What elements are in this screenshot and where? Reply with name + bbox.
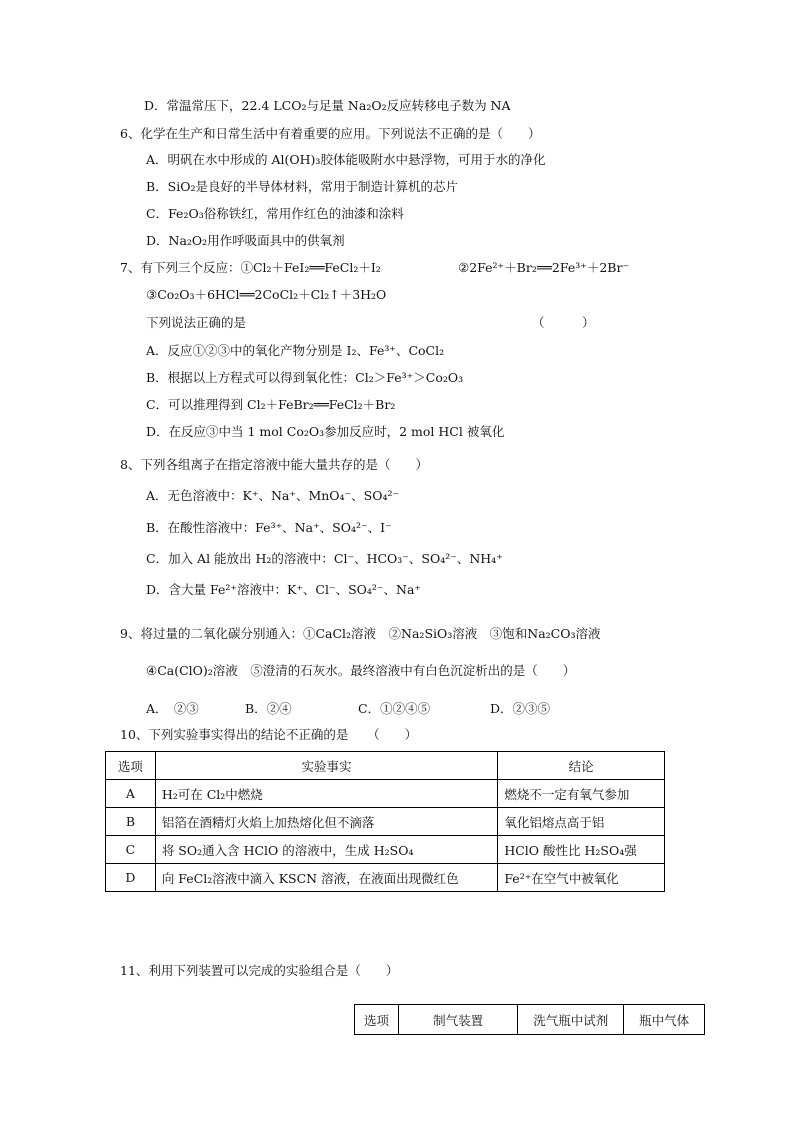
q8-option-c: C．加入 Al 能放出 H₂的溶液中：Cl⁻、HCO₃⁻、SO₄²⁻、NH₄⁺ — [146, 551, 503, 566]
q9-option-c: C．①②④⑤ — [358, 701, 431, 716]
q7-question: 下列说法正确的是 — [146, 315, 247, 330]
q9-option-d: D．②③⑤ — [490, 701, 551, 716]
q5-option-d: D．常温常压下，22.4 LCO₂与足量 Na₂O₂反应转移电子数为 NA — [144, 98, 511, 113]
header-conclusion: 结论 — [498, 752, 665, 780]
header-bottle-gas: 瓶中气体 — [624, 1005, 705, 1035]
q7-reaction-3: ③Co₂O₃＋6HCl══2CoCl₂＋Cl₂↑＋3H₂O — [146, 287, 387, 302]
row-conclusion: 燃烧不一定有氧气参加 — [498, 780, 665, 808]
table-row — [106, 808, 665, 836]
q8-option-d: D．含大量 Fe²⁺溶液中：K⁺、Cl⁻、SO₄²⁻、Na⁺ — [146, 582, 422, 597]
q6-option-a: A．明矾在水中形成的 Al(OH)₃胶体能吸附水中悬浮物，可用于水的净化 — [146, 152, 546, 167]
header-option: 选项 — [355, 1005, 399, 1035]
q7-option-b: B．根据以上方程式可以得到氧化性：Cl₂＞Fe³⁺＞Co₂O₃ — [146, 370, 464, 385]
q10-stem: 10、下列实验事实得出的结论不正确的是 （ ） — [120, 727, 418, 742]
row-fact: H₂可在 Cl₂中燃烧 — [155, 780, 498, 808]
row-fact: 向 FeCl₂溶液中滴入 KSCN 溶液，在液面出现微红色 — [155, 864, 498, 892]
q9-option-b: B．②④ — [245, 701, 292, 716]
q7-option-c: C．可以推理得到 Cl₂＋FeBr₂══FeCl₂＋Br₂ — [146, 397, 396, 412]
q8-option-b: B．在酸性溶液中：Fe³⁺、Na⁺、SO₄²⁻、I⁻ — [146, 520, 392, 535]
row-option: D — [106, 864, 156, 892]
table-header-row — [106, 752, 665, 780]
header-option: 选项 — [106, 752, 156, 780]
row-option: C — [106, 836, 156, 864]
header-gas-device: 制气装置 — [398, 1005, 517, 1035]
q11-stem: 11、利用下列装置可以完成的实验组合是（ ） — [120, 963, 399, 978]
q6-option-d: D．Na₂O₂用作呼吸面具中的供氧剂 — [146, 233, 345, 248]
row-option: B — [106, 808, 156, 836]
q9-stem: 9、将过量的二氧化碳分别通入：①CaCl₂溶液 ②Na₂SiO₃溶液 ③饱和Na₂CO₃溶液 — [120, 626, 601, 641]
row-fact: 铝箔在酒精灯火焰上加热熔化但不滴落 — [155, 808, 498, 836]
q10-table — [105, 751, 665, 892]
q6-option-b: B．SiO₂是良好的半导体材料，常用于制造计算机的芯片 — [146, 179, 459, 194]
q7-option-a: A．反应①②③中的氧化产物分别是 I₂、Fe³⁺、CoCl₂ — [146, 343, 445, 358]
row-conclusion: 氧化铝熔点高于铝 — [498, 808, 665, 836]
header-wash-reagent: 洗气瓶中试剂 — [518, 1005, 624, 1035]
q7-answer-paren: （ ） — [532, 315, 595, 330]
header-fact: 实验事实 — [155, 752, 498, 780]
table-row — [106, 836, 665, 864]
q6-stem: 6、化学在生产和日常生活中有着重要的应用。下列说法不正确的是（ ） — [120, 126, 541, 141]
table-row — [106, 780, 665, 808]
row-conclusion: HClO 酸性比 H₂SO₄强 — [498, 836, 665, 864]
table-header-row — [355, 1005, 705, 1035]
q11-table — [354, 1004, 705, 1035]
row-fact: 将 SO₂通入含 HClO 的溶液中，生成 H₂SO₄ — [155, 836, 498, 864]
q9-option-a: A． ②③ — [146, 701, 199, 716]
q7-reaction-2: ②2Fe²⁺＋Br₂══2Fe³⁺＋2Br⁻ — [458, 260, 630, 275]
q8-stem: 8、下列各组离子在指定溶液中能大量共存的是（ ） — [120, 457, 428, 472]
q9-stem-cont: ④Ca(ClO)₂溶液 ⑤澄清的石灰水。最终溶液中有白色沉淀析出的是（ ） — [146, 663, 576, 678]
q7-stem: 7、有下列三个反应：①Cl₂＋FeI₂══FeCl₂＋I₂ — [120, 260, 381, 275]
q8-option-a: A．无色溶液中：K⁺、Na⁺、MnO₄⁻、SO₄²⁻ — [146, 488, 400, 503]
table-row — [106, 864, 665, 892]
row-conclusion: Fe²⁺在空气中被氧化 — [498, 864, 665, 892]
row-option: A — [106, 780, 156, 808]
q7-option-d: D．在反应③中当 1 mol Co₂O₃参加反应时，2 mol HCl 被氧化 — [146, 424, 505, 439]
q6-option-c: C．Fe₂O₃俗称铁红，常用作红色的油漆和涂料 — [146, 206, 404, 221]
